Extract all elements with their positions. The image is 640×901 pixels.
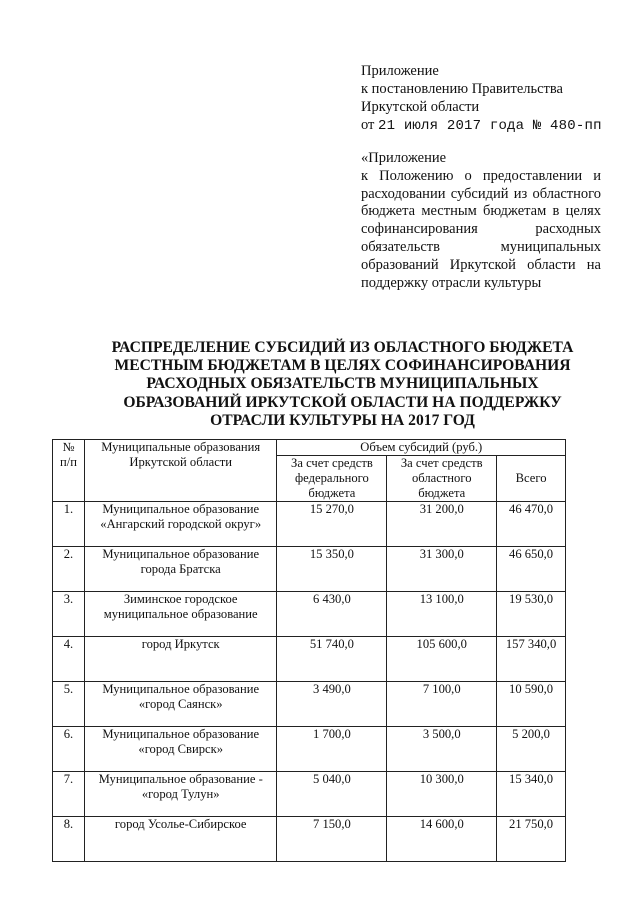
table-row (53, 817, 566, 862)
regulation-text: к Положению о предоставлении и расходовании субсидий из областного бюджета местным бюджетам в целях софинансирования расходных обязательств муниципальных образований Иркутской области на поддержку отрасли культуры (361, 167, 601, 291)
row-municipality: Муниципальное образование «город Саянск» (84, 682, 277, 727)
appendix-region: Иркутской области (361, 99, 480, 115)
header-municipality: Муниципальные образования Иркутской области (84, 440, 277, 502)
row-number: 4. (53, 637, 85, 682)
row-federal: 51 740,0 (277, 637, 387, 682)
row-total: 46 470,0 (497, 502, 566, 547)
row-federal: 5 040,0 (277, 772, 387, 817)
row-municipality: Зиминское городское муниципальное образование (84, 592, 277, 637)
row-federal: 6 430,0 (277, 592, 387, 637)
row-regional: 3 500,0 (387, 727, 497, 772)
title-line: ОТРАСЛИ КУЛЬТУРЫ НА 2017 ГОД (210, 411, 475, 429)
row-regional: 31 200,0 (387, 502, 497, 547)
row-total: 5 200,0 (497, 727, 566, 772)
row-regional: 13 100,0 (387, 592, 497, 637)
row-total: 157 340,0 (497, 637, 566, 682)
appendix-decree: к постановлению Правительства (361, 81, 563, 97)
row-federal: 7 150,0 (277, 817, 387, 862)
row-number: 5. (53, 682, 85, 727)
row-number: 1. (53, 502, 85, 547)
header-regional: За счет средств областного бюджета (387, 456, 497, 502)
date-typed: 21 июля 2017 года № 480-пп (378, 118, 602, 134)
row-number: 3. (53, 592, 85, 637)
row-federal: 15 270,0 (277, 502, 387, 547)
title-line: ОБРАЗОВАНИЙ ИРКУТСКОЙ ОБЛАСТИ НА ПОДДЕРЖКУ (123, 393, 562, 411)
row-municipality: город Усолье-Сибирское (84, 817, 277, 862)
row-federal: 1 700,0 (277, 727, 387, 772)
row-total: 15 340,0 (497, 772, 566, 817)
row-municipality: Муниципальное образование - «город Тулун» (84, 772, 277, 817)
row-regional: 10 300,0 (387, 772, 497, 817)
title-line: МЕСТНЫМ БЮДЖЕТАМ В ЦЕЛЯХ СОФИНАНСИРОВАНИЯ (114, 357, 571, 375)
table-row (53, 502, 566, 547)
row-municipality: город Иркутск (84, 637, 277, 682)
table-row (53, 592, 566, 637)
header-subsidy-volume: Объем субсидий (руб.) (277, 440, 566, 456)
row-regional: 31 300,0 (387, 547, 497, 592)
row-total: 46 650,0 (497, 547, 566, 592)
row-total: 19 530,0 (497, 592, 566, 637)
row-municipality: Муниципальное образование «Ангарский городской округ» (84, 502, 277, 547)
title-line: РАСПРЕДЕЛЕНИЕ СУБСИДИЙ ИЗ ОБЛАСТНОГО БЮДЖЕТА (111, 339, 574, 356)
regulation-label: «Приложение (361, 150, 447, 166)
header-total: Всего (497, 456, 566, 502)
row-regional: 105 600,0 (387, 637, 497, 682)
row-number: 6. (53, 727, 85, 772)
row-regional: 7 100,0 (387, 682, 497, 727)
header-federal: За счет средств федерального бюджета (277, 456, 387, 502)
date-prefix: от (361, 117, 375, 133)
table-row (53, 772, 566, 817)
appendix-label: Приложение (361, 63, 439, 79)
document-title (100, 339, 585, 430)
subsidy-table (52, 439, 566, 862)
row-total: 21 750,0 (497, 817, 566, 862)
row-federal: 3 490,0 (277, 682, 387, 727)
row-number: 7. (53, 772, 85, 817)
table-row (53, 547, 566, 592)
appendix-date-line (361, 116, 601, 135)
row-municipality: Муниципальное образование города Братска (84, 547, 277, 592)
row-total: 10 590,0 (497, 682, 566, 727)
row-number: 8. (53, 817, 85, 862)
row-number: 2. (53, 547, 85, 592)
row-federal: 15 350,0 (277, 547, 387, 592)
table-row (53, 727, 566, 772)
title-line: РАСХОДНЫХ ОБЯЗАТЕЛЬСТВ МУНИЦИПАЛЬНЫХ (146, 375, 539, 393)
row-municipality: Муниципальное образование «город Свирск» (84, 727, 277, 772)
table-row (53, 637, 566, 682)
regulation-reference (361, 150, 601, 292)
appendix-header (361, 62, 601, 135)
header-number: № п/п (53, 440, 85, 502)
table-row (53, 682, 566, 727)
row-regional: 14 600,0 (387, 817, 497, 862)
